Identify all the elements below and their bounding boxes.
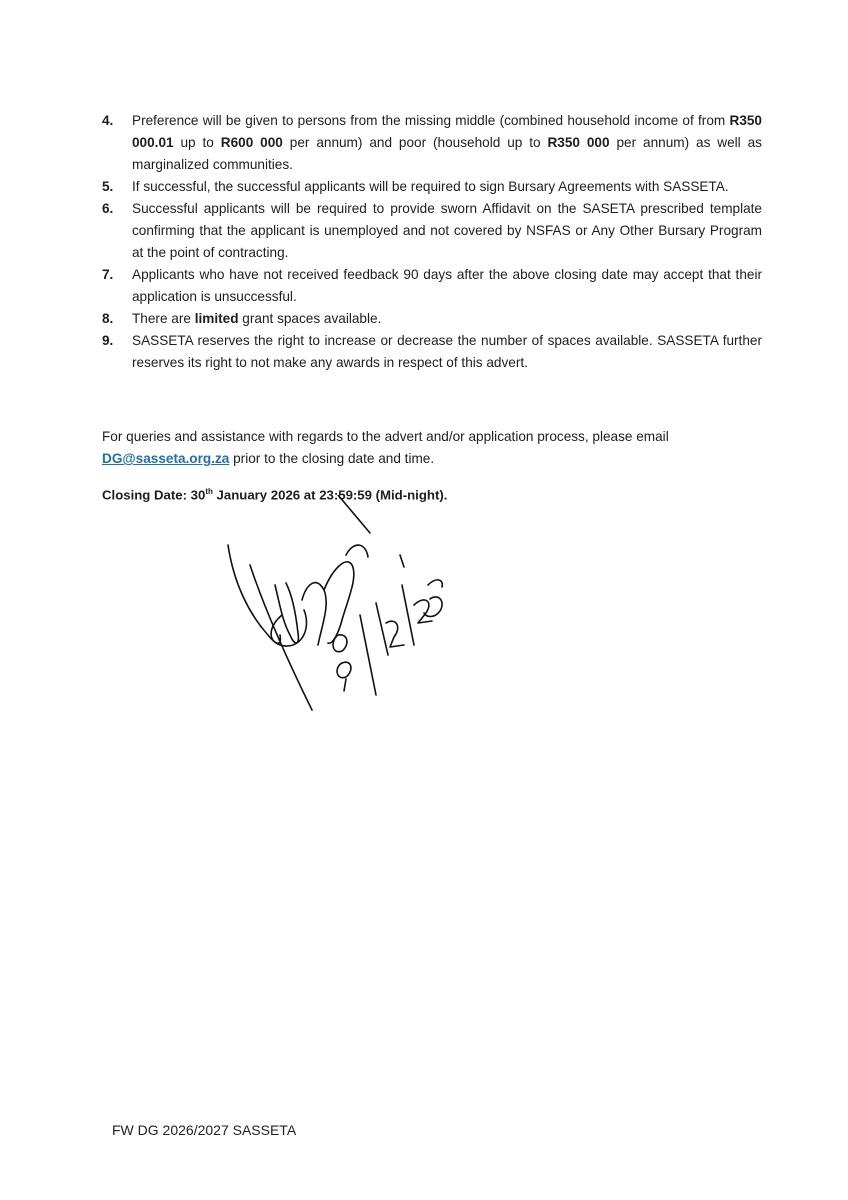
body-text: per annum) as well as marginalized communities. [132, 135, 762, 172]
list-item-text [132, 308, 762, 330]
list-item [102, 264, 762, 308]
emphasis-text: R350 000.01 [132, 113, 762, 150]
body-text: Applicants who have not received feedback 90 days after the above closing date may accept that their application is unsuccessful. [132, 267, 762, 304]
list-item-text [132, 110, 762, 176]
list-item-text [132, 176, 762, 198]
queries-text-end: prior to the closing date and time. [229, 451, 435, 466]
list-item-text [132, 264, 762, 308]
list-item [102, 198, 762, 264]
closing-label: Closing Date: 30 [102, 487, 206, 503]
queries-text: For queries and assistance with regards to the advert and/or application process, please email [102, 429, 669, 444]
list-item-number: 9. [102, 333, 114, 348]
body-text: Successful applicants will be required to provide sworn Affidavit on the SASETA prescribed template confirming that the applicant is unemployed and not covered by NSFAS or Any Other Bursary Program at the point of contracting. [132, 201, 762, 260]
body-text: If successful, the successful applicants will be required to sign Bursary Agreements with SASSETA. [132, 179, 729, 194]
body-text: There are [132, 311, 195, 326]
emphasis-text: R600 000 [220, 135, 283, 150]
body-text: Preference will be given to persons from the missing middle (combined household income of from [132, 113, 730, 128]
body-text: up to [173, 135, 221, 150]
body-text: per annum) and poor (household up to [282, 135, 548, 150]
queries-paragraph [102, 426, 762, 470]
list-item [102, 330, 762, 374]
list-item [102, 308, 762, 330]
emphasis-text: limited [194, 311, 239, 326]
handwritten-signature [220, 495, 460, 720]
body-text: SASSETA reserves the right to increase or decrease the number of spaces available. SASSETA further reserves its right to not make any awards in respect of this advert. [132, 333, 762, 370]
email-link[interactable]: DG@sasseta.org.za [102, 451, 230, 466]
list-item-number: 4. [102, 113, 114, 128]
list-item-number: 5. [102, 179, 114, 194]
list-item [102, 176, 762, 198]
list-item-number: 6. [102, 201, 114, 216]
closing-date-rest: January 2026 at 23:59:59 (Mid-night). [212, 487, 448, 503]
footer-reference: FW DG 2026/2027 SASSETA [112, 1122, 297, 1138]
list-item-number: 7. [102, 267, 114, 282]
list-item-number: 8. [102, 311, 114, 326]
list-item-text [132, 198, 762, 264]
emphasis-text: R350 000 [547, 135, 610, 150]
body-text: grant spaces available. [238, 311, 382, 326]
list-item [102, 110, 762, 176]
closing-superscript: th [205, 487, 213, 496]
list-item-text [132, 330, 762, 374]
numbered-conditions-list [102, 110, 762, 374]
